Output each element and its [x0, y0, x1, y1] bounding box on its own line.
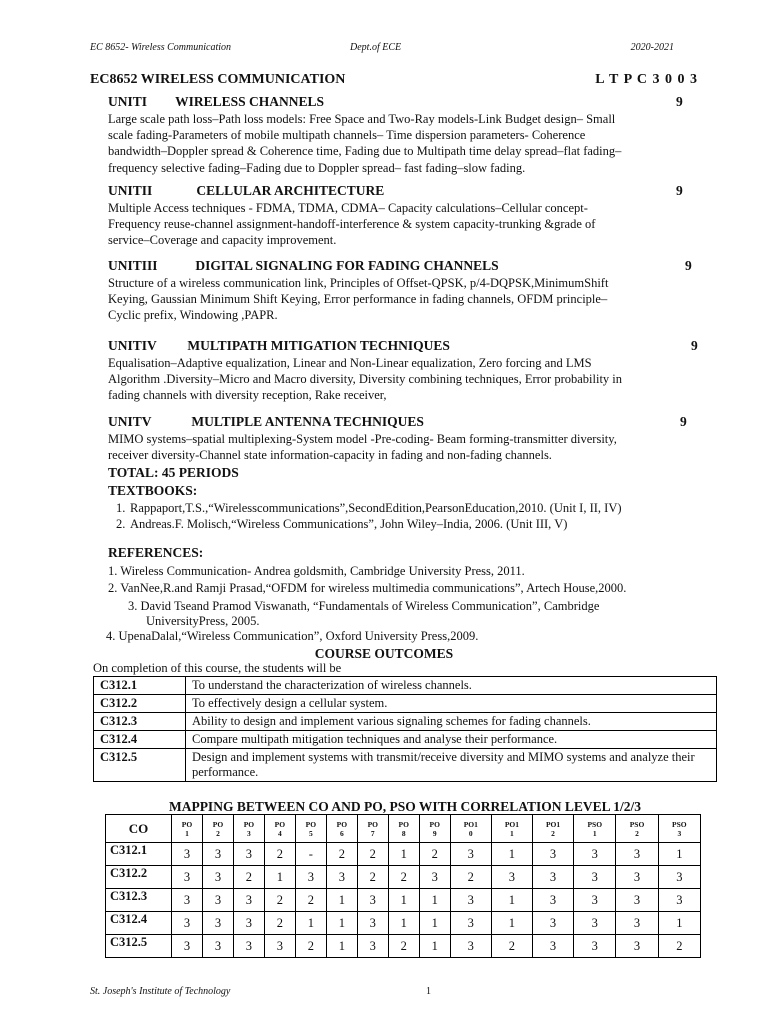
correlation-cell: 1: [388, 889, 419, 912]
po-header-bottom: 0: [468, 828, 473, 838]
correlation-cell: 3: [574, 889, 616, 912]
correlation-cell: 3: [532, 935, 573, 958]
correlation-cell: 3: [532, 889, 573, 912]
po-column-header: [295, 815, 326, 843]
correlation-cell: 1: [326, 935, 357, 958]
correlation-cell: 3: [574, 935, 616, 958]
unit-line: scale fading-Parameters of mobile multipath channels– Time dispersion parameters- Coherence: [108, 128, 586, 143]
correlation-cell: 3: [616, 912, 658, 935]
co-row-header: C312.3: [106, 889, 172, 912]
po-header-bottom: 4: [278, 828, 282, 838]
unit-title: MULTIPLE ANTENNA TECHNIQUES: [191, 414, 424, 429]
po-header-bottom: 2: [216, 828, 220, 838]
po-header-bottom: 3: [247, 828, 251, 838]
correlation-cell: 2: [233, 866, 264, 889]
correlation-cell: 3: [202, 912, 233, 935]
item-number: 2.: [116, 517, 126, 531]
table-row: [94, 713, 717, 731]
item-text: Rappaport,T.S.,“Wirelesscommunications”,SecondEdition,PearsonEducation,2010. (Unit I, II, IV): [130, 501, 622, 515]
unit-hours: 9: [676, 183, 683, 198]
correlation-cell: 3: [357, 912, 388, 935]
po-column-header: [388, 815, 419, 843]
po-column-header: [491, 815, 532, 843]
po-header-bottom: 6: [339, 828, 344, 838]
correlation-cell: 3: [658, 866, 700, 889]
header-dept: Dept.of ECE: [350, 42, 402, 53]
unit-number: UNITI: [108, 94, 148, 109]
unit-line: Keying, Gaussian Minimum Shift Keying, Error performance in fading channels, OFDM principle–: [108, 292, 608, 307]
correlation-cell: 2: [295, 935, 326, 958]
unit-title: CELLULAR ARCHITECTURE: [196, 183, 385, 198]
po-header-top: PO: [367, 819, 378, 829]
co-text: Design and implement systems with transmit/receive diversity and MIMO systems and analyze their performance.: [186, 749, 717, 782]
unit-number: UNITIII: [108, 258, 158, 273]
table-row: [94, 695, 717, 713]
table-row: [106, 935, 701, 958]
po-header-top: PO: [274, 819, 286, 829]
unit-1: [108, 94, 700, 176]
po-column-header: [658, 815, 700, 843]
correlation-cell: 3: [172, 935, 203, 958]
unit-line: bandwidth–Doppler spread & Coherence time, Fading due to Multipath time delay spread–flat fading–: [108, 144, 622, 159]
correlation-cell: 3: [616, 843, 658, 866]
footer-institute: St. Joseph's Institute of Technology: [90, 986, 231, 997]
co-po-mapping-table: [105, 814, 701, 958]
unit-heading: [108, 94, 700, 111]
correlation-cell: 1: [491, 843, 532, 866]
po-header-top: PO: [398, 819, 409, 829]
po-header-top: PO1: [463, 819, 478, 829]
po-column-header: [419, 815, 450, 843]
co-text: Compare multipath mitigation techniques and analyse their performance.: [186, 731, 717, 749]
table-row: [106, 889, 701, 912]
correlation-cell: 3: [202, 843, 233, 866]
correlation-cell: 1: [326, 889, 357, 912]
po-header-top: PO: [429, 819, 440, 829]
correlation-cell: 2: [388, 866, 419, 889]
table-row: [94, 731, 717, 749]
page-header: [90, 42, 678, 56]
total-periods: TOTAL: 45 PERIODS: [108, 465, 239, 480]
po-column-header: [450, 815, 491, 843]
unit-body: [108, 431, 700, 463]
unit-line: Structure of a wireless communication link, Principles of Offset-QPSK, p/4-DQPSK,MinimumShift: [108, 276, 609, 290]
table-row: [94, 677, 717, 695]
unit-hours: 9: [680, 414, 687, 429]
correlation-cell: 2: [419, 843, 450, 866]
course-outcomes-table: [93, 676, 717, 782]
unit-title: DIGITAL SIGNALING FOR FADING CHANNELS: [195, 258, 499, 273]
po-column-header: [532, 815, 573, 843]
table-row: [106, 866, 701, 889]
unit-body: [108, 275, 700, 324]
correlation-cell: 3: [172, 843, 203, 866]
unit-3: [108, 258, 700, 324]
correlation-cell: 3: [616, 889, 658, 912]
correlation-cell: 2: [326, 843, 357, 866]
correlation-cell: 1: [419, 889, 450, 912]
table-row: [106, 843, 701, 866]
references-heading: REFERENCES:: [108, 545, 204, 560]
mapping-header-row: [106, 815, 701, 843]
reference-4: 4. UpenaDalal,“Wireless Communication”, Oxford University Press,2009.: [106, 629, 479, 643]
unit-line: Cyclic prefix, Windowing ,PAPR.: [108, 308, 278, 323]
correlation-cell: 3: [326, 866, 357, 889]
correlation-cell: 1: [491, 889, 532, 912]
po-header-top: PO: [181, 819, 193, 829]
correlation-cell: 3: [202, 866, 233, 889]
po-column-header: [202, 815, 233, 843]
unit-heading: [108, 338, 700, 355]
unit-line: fading channels with diversity reception, Rake receiver,: [108, 388, 387, 403]
correlation-cell: 1: [388, 843, 419, 866]
header-course: EC 8652- Wireless Communication: [90, 42, 232, 53]
po-header-bottom: 5: [308, 828, 313, 838]
correlation-cell: 3: [233, 843, 264, 866]
po-header-top: PSO: [629, 819, 645, 829]
correlation-cell: 3: [419, 866, 450, 889]
correlation-cell: 1: [264, 866, 295, 889]
co-text: Ability to design and implement various signaling schemes for fading channels.: [186, 713, 717, 731]
unit-number: UNITII: [108, 183, 153, 198]
correlation-cell: 1: [491, 912, 532, 935]
po-header-bottom: 8: [401, 828, 406, 838]
unit-line: receiver diversity-Channel state information-capacity in fading and non-fading channels.: [108, 448, 552, 463]
course-title: EC8652 WIRELESS COMMUNICATION: [90, 72, 346, 87]
po-header-bottom: 9: [432, 828, 437, 838]
unit-4: [108, 338, 700, 404]
correlation-cell: 2: [264, 889, 295, 912]
unit-number: UNITIV: [108, 338, 157, 353]
unit-line: service–Coverage and capacity improvement.: [108, 233, 337, 248]
correlation-cell: 3: [264, 935, 295, 958]
correlation-cell: 1: [388, 912, 419, 935]
po-column-header: [574, 815, 616, 843]
po-header-bottom: 1: [185, 828, 189, 838]
correlation-cell: 3: [532, 866, 573, 889]
po-column-header: [616, 815, 658, 843]
correlation-cell: 1: [295, 912, 326, 935]
unit-title: MULTIPATH MITIGATION TECHNIQUES: [187, 338, 450, 353]
correlation-cell: 3: [233, 912, 264, 935]
correlation-cell: 3: [357, 889, 388, 912]
list-item: [108, 516, 708, 532]
correlation-cell: 3: [658, 889, 700, 912]
unit-2: [108, 183, 700, 249]
correlation-cell: -: [295, 843, 326, 866]
correlation-cell: 2: [295, 889, 326, 912]
po-header-bottom: 2: [551, 828, 555, 838]
unit-body: [108, 111, 700, 176]
po-header-top: PO1: [545, 819, 561, 829]
unit-body: [108, 355, 700, 404]
unit-hours: 9: [685, 258, 692, 273]
co-row-header: C312.2: [106, 866, 172, 889]
po-header-top: PO: [243, 819, 255, 829]
correlation-cell: 2: [491, 935, 532, 958]
item-text: Andreas.F. Molisch,“Wireless Communications”, John Wiley–India, 2006. (Unit III, V): [130, 517, 568, 531]
po-header-bottom: 3: [677, 828, 682, 838]
unit-heading: [108, 258, 700, 275]
correlation-cell: 2: [264, 843, 295, 866]
reference-3: 3. David Tseand Pramod Viswanath, “Fundamentals of Wireless Communication”, Cambridge: [128, 599, 600, 613]
po-header-top: PO: [212, 819, 224, 829]
po-header-top: PO1: [504, 819, 519, 829]
correlation-cell: 1: [326, 912, 357, 935]
correlation-cell: 3: [233, 889, 264, 912]
correlation-cell: 3: [532, 843, 573, 866]
correlation-cell: 1: [658, 843, 700, 866]
unit-hours: 9: [691, 338, 698, 353]
header-year: 2020-2021: [630, 42, 674, 53]
correlation-cell: 3: [202, 935, 233, 958]
co-code: C312.2: [94, 695, 186, 713]
po-header-bottom: 7: [370, 828, 375, 838]
mapping-title: MAPPING BETWEEN CO AND PO, PSO WITH CORRELATION LEVEL 1/2/3: [168, 799, 642, 814]
course-outcomes-title: COURSE OUTCOMES: [314, 646, 454, 661]
correlation-cell: 2: [357, 866, 388, 889]
correlation-cell: 2: [658, 935, 700, 958]
correlation-cell: 2: [264, 912, 295, 935]
unit-heading: [108, 414, 700, 431]
unit-body: [108, 200, 700, 249]
page-footer: [90, 986, 490, 997]
course-ltpc: L T P C 3 0 0 3: [595, 72, 698, 87]
co-code: C312.3: [94, 713, 186, 731]
unit-number: UNITV: [108, 414, 152, 429]
unit-5: [108, 414, 700, 463]
correlation-cell: 1: [419, 935, 450, 958]
po-header-top: PO: [305, 819, 317, 829]
co-code: C312.1: [94, 677, 186, 695]
textbooks-list: [108, 500, 708, 532]
correlation-cell: 1: [419, 912, 450, 935]
unit-hours: 9: [676, 94, 683, 109]
unit-line: Multiple Access techniques - FDMA, TDMA, CDMA– Capacity calculations–Cellular concept-: [108, 201, 588, 215]
item-number: 1.: [116, 501, 126, 515]
correlation-cell: 3: [172, 866, 203, 889]
course-outcomes-intro: On completion of this course, the students will be: [93, 661, 342, 675]
po-header-top: PO: [336, 819, 348, 829]
po-column-header: [326, 815, 357, 843]
reference-1: 1. Wireless Communication- Andrea goldsmith, Cambridge University Press, 2011.: [108, 564, 525, 578]
unit-line: MIMO systems–spatial multiplexing-System model -Pre-coding- Beam forming-transmitter diversity,: [108, 432, 617, 446]
correlation-cell: 3: [450, 889, 491, 912]
reference-2: 2. VanNee,R.and Ramji Prasad,“OFDM for wireless multimedia communications”, Artech House,2000.: [108, 581, 627, 595]
co-column-header: CO: [106, 815, 172, 843]
po-column-header: [357, 815, 388, 843]
correlation-cell: 3: [172, 889, 203, 912]
correlation-cell: 3: [450, 843, 491, 866]
po-column-header: [172, 815, 203, 843]
unit-line: Equalisation–Adaptive equalization, Linear and Non-Linear equalization, Zero forcing and LMS: [108, 356, 592, 370]
correlation-cell: 3: [616, 935, 658, 958]
po-header-top: PSO: [587, 819, 603, 829]
correlation-cell: 3: [532, 912, 573, 935]
correlation-cell: 3: [616, 866, 658, 889]
unit-title: WIRELESS CHANNELS: [175, 94, 325, 109]
correlation-cell: 2: [450, 866, 491, 889]
po-header-bottom: 1: [510, 828, 514, 838]
correlation-cell: 3: [450, 912, 491, 935]
co-code: C312.4: [94, 731, 186, 749]
textbooks-heading: TEXTBOOKS:: [108, 483, 198, 498]
reference-3-cont: UniversityPress, 2005.: [146, 614, 260, 628]
co-row-header: C312.5: [106, 935, 172, 958]
correlation-cell: 2: [388, 935, 419, 958]
unit-line: Algorithm .Diversity–Micro and Macro diversity, Diversity combining techniques, Error probability in: [108, 372, 623, 387]
co-text: To effectively design a cellular system.: [186, 695, 717, 713]
unit-line: frequency selective fading–Fading due to Doppler spread– fast fading–slow fading.: [108, 160, 526, 175]
po-column-header: [233, 815, 264, 843]
correlation-cell: 2: [357, 843, 388, 866]
unit-line: Large scale path loss–Path loss models: Free Space and Two-Ray models-Link Budget design– Small: [108, 112, 616, 126]
correlation-cell: 3: [172, 912, 203, 935]
co-row-header: C312.4: [106, 912, 172, 935]
correlation-cell: 3: [574, 866, 616, 889]
course-heading: [90, 72, 698, 88]
correlation-cell: 3: [357, 935, 388, 958]
table-row: [106, 912, 701, 935]
correlation-cell: 3: [491, 866, 532, 889]
correlation-cell: 3: [450, 935, 491, 958]
po-column-header: [264, 815, 295, 843]
correlation-cell: 3: [295, 866, 326, 889]
co-row-header: C312.1: [106, 843, 172, 866]
po-header-bottom: 1: [592, 828, 597, 838]
po-header-bottom: 2: [635, 828, 639, 838]
correlation-cell: 1: [658, 912, 700, 935]
correlation-cell: 3: [202, 889, 233, 912]
list-item: [108, 500, 708, 516]
po-header-top: PSO: [672, 819, 687, 829]
correlation-cell: 3: [233, 935, 264, 958]
unit-heading: [108, 183, 700, 200]
table-row: [94, 749, 717, 782]
correlation-cell: 3: [574, 843, 616, 866]
co-text: To understand the characterization of wireless channels.: [186, 677, 717, 695]
page-number: 1: [426, 986, 431, 997]
co-code: C312.5: [94, 749, 186, 782]
correlation-cell: 3: [574, 912, 616, 935]
unit-line: Frequency reuse-channel assignment-handoff-interference & system capacity-trunking &grade of: [108, 217, 596, 232]
